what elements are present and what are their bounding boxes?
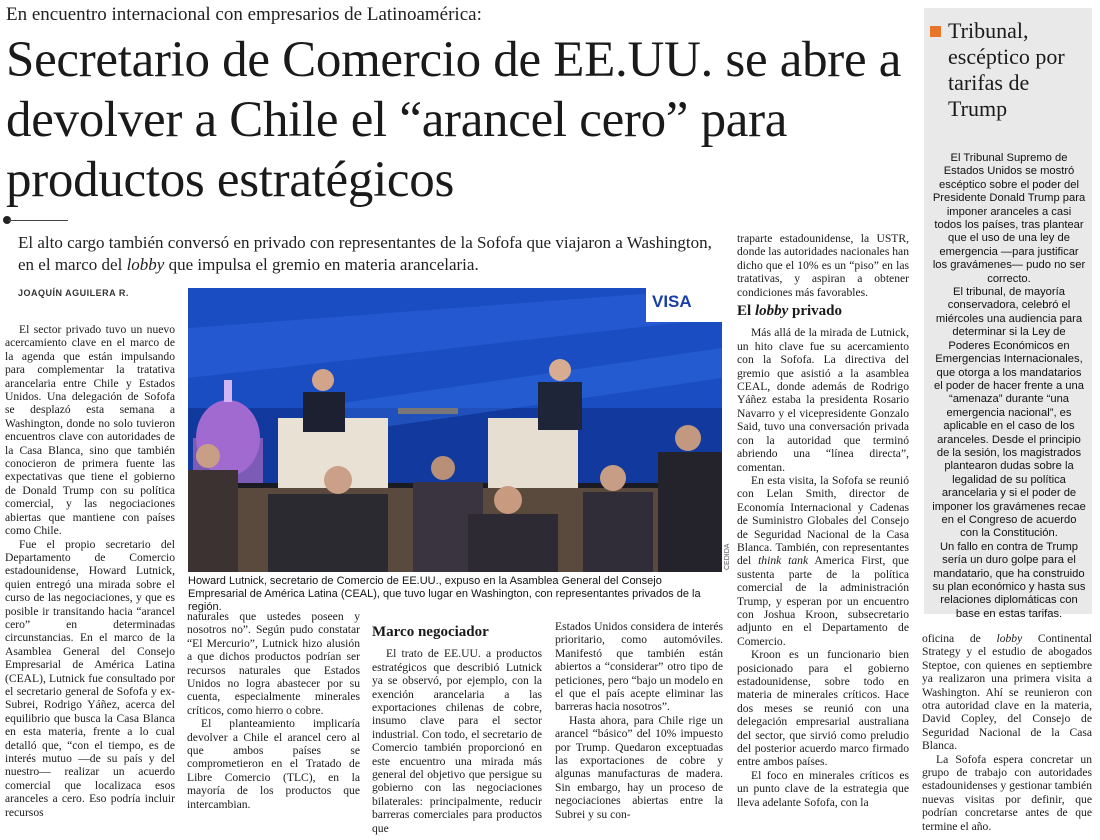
- subhead-italic: lobby: [754, 303, 789, 320]
- sidebar-accent-square: [930, 26, 941, 37]
- paragraph: [737, 474, 909, 648]
- sidebar-title: Tribunal, escéptico por tarifas de Trump: [948, 18, 1065, 121]
- paragraph: La Sofofa espera concretar un grupo de trabajo con autoridades estadounidenses y gestionar también nuevas visitas por definir, que podrían concretarse antes de que termine el año.: [922, 752, 1092, 833]
- paragraph: traparte estadounidense, la USTR, donde las autoridades nacionales han dicho que el 10% es un “piso” en las tratativas, y aspiran a obtener condiciones más favorables.: [737, 232, 909, 299]
- subhead-text-2: privado: [788, 303, 843, 320]
- deck-italic: lobby: [126, 255, 165, 274]
- paragraph: Estados Unidos considera de interés prioritario, como automóviles. Manifestó que también están abiertos a “considerar” otro tipo de peticiones, pero “bajo un modelo en el que el país acepte eliminar las barreras hacia nosotros”.: [555, 620, 723, 714]
- paragraph: Kroon es un funcionario bien posicionado para el gobierno estadounidense, sobre todo en materia de minerales críticos. Hace dos meses se reunió con una delegación empresarial australiana del sector, que sirvió como preludio del posterior acuerdo marco firmado entre ambos países.: [737, 648, 909, 769]
- paragraph-italic: think tank: [758, 554, 809, 568]
- sidebar-paragraph: Un fallo en contra de Trump sería un duro golpe para el mandatario, que ha construido su plan económico y hasta sus relaciones diplomáticas con base en estas tarifas.: [932, 540, 1086, 620]
- paragraph-text-2: America First, que sustenta parte de la política comercial de la administración Trump, y esperan por un encuentro con Joshua Kroon, subsecretario adjunto en el Departamento de Comercio.: [737, 554, 910, 648]
- visa-sign: VISA: [652, 292, 692, 311]
- paragraph: Más allá de la mirada de Lutnick, un hito clave fue su acercamiento con la Sofofa. La directiva del gremio que asistió a la asamblea CEAL, donde además de Rodrigo Yáñez estaba la presidenta Rosario Navarro y el vicepresidente Gonzalo Said, tuvo una conversación privada con la autoridad que terminó abriendo una “línea directa”, comentan.: [737, 326, 909, 474]
- paragraph-text-1: oficina de: [922, 632, 997, 645]
- article-column-6: [922, 632, 1092, 833]
- paragraph: [922, 632, 1092, 753]
- article-column-1: [5, 323, 175, 819]
- paragraph-text-2: Continental Strategy y el estudio de abogados Steptoe, con quienes en septiembre ya realizaron una primera visita a Washington. Ahí se reunieron con otra autoridad clave en la materia, David Copley, del Consejo de Seguridad Nacional de la Casa Blanca.: [922, 632, 1092, 753]
- paragraph-italic: lobby: [996, 632, 1023, 645]
- subhead-marco-negociador: Marco negociador: [372, 624, 489, 640]
- paragraph: El planteamiento implicaría devolver a Chile el arancel cero al que ambos países se comprometieron en el Tratado de Libre Comercio (TLC), en la mayoría de los productos que intercambian.: [187, 717, 360, 811]
- paragraph: naturales que ustedes poseen y nosotros no”. Según pudo constatar “El Mercurio”, Lutnick hizo alusión a que dichos productos podrían ser recursos naturales que Estados Unidos no logra abastecer por su cuenta, especialmente minerales críticos, como hierro o cobre.: [187, 610, 360, 717]
- byline: JOAQUÍN AGUILERA R.: [18, 288, 129, 298]
- sidebar-paragraph: El Tribunal Supremo de Estados Unidos se mostró escéptico sobre el poder del Presidente Donald Trump para imponer aranceles a casi todos los países, tras plantear que el uso de una ley de emergencia —para justificar los gravámenes— pudo no ser correcto.: [932, 152, 1086, 285]
- deck: [18, 232, 718, 276]
- event-photo: [188, 288, 722, 572]
- paragraph: El trato de EE.UU. a productos estratégicos que describió Lutnick ya se observó, por ejemplo, con la exención arancelaria a las exportaciones chilenas de cobre, insumo clave para el sector industrial. Con todo, el secretario de Comercio también proporcionó en este encuentro una mirada más general del objetivo que persigue su gobierno con las negociaciones bilaterales: principalmente, reducir barreras comerciales para productos que: [372, 647, 542, 835]
- sidebar-body: [932, 152, 1086, 621]
- paragraph: Hasta ahora, para Chile rige un arancel “básico” del 10% impuesto por Trump. Quedaron exceptuadas las exportaciones de cobre y algunas manufacturas de madera. Sin embargo, hay un proceso de negociaciones abiertas entre la Subrei y su con-: [555, 713, 723, 821]
- headline: Secretario de Comercio de EE.UU. se abre a devolver a Chile el “arancel cero” para productos estratégicos: [6, 32, 902, 208]
- paragraph: Fue el propio secretario del Departamento de Comercio estadounidense, Howard Lutnick, quien entregó una mirada sobre el curso de las negociaciones, y que es posible ir transitando hacia “arancel cero” en determinadas circunstancias. En el marco de la Asamblea General del Consejo Empresarial de América Latina (CEAL), Lutnick fue consultado por el secretario general de Sofofa y ex-Subrei, Rodrigo Yáñez, acerca del equilibrio que busca la Casa Blanca en esta materia, frente a lo cual detalló que, “con el tiempo, es de interés mutuo —de su país y del nuestro— realizar un acuerdo comercial que localizaca esos aranceles a cero. Eso podría incluir recursos: [5, 537, 175, 819]
- photo-credit: CEDIDA: [724, 543, 731, 570]
- deck-text-1: El alto cargo también conversó en privado con representantes de la Sofofa que viajaron a Washington, en el marco del: [18, 233, 712, 274]
- paragraph: El foco en minerales críticos es un punto clave de la estrategia que lleva adelante Sofofa, con la: [737, 768, 909, 809]
- article-column-2: [187, 610, 360, 811]
- sidebar-paragraph: El tribunal, de mayoría conservadora, celebró el miércoles una audiencia para determinar si la Ley de Poderes Económicos en Emergencias Internacionales, que otorga a los mandatarios el poder de hacer frente a una “amenaza” durante “una emergencia nacional”, es aplicable en el caso de los aranceles. Desde el principio de la sesión, los magistrados plantearon dudas sobre la legalidad de su política arancelaria y si el poder de imponer los gravámenes recae en el Congreso de acuerdo con la Constitución.: [932, 286, 1086, 540]
- photo-caption: Howard Lutnick, secretario de Comercio de EE.UU., expuso en la Asamblea General del Consejo Empresarial de América Latina (CEAL), que tuvo lugar en Washington, con representantes privados de la región.: [188, 575, 701, 613]
- paragraph-text-1: En esta visita, la Sofofa se reunió con Lelan Smith, director de Economía Internacional y Cadenas de Suministro Globales del Consejo de Seguridad Nacional de la Casa Blanca. También, con representantes del: [737, 473, 909, 568]
- paragraph: El sector privado tuvo un nuevo acercamiento clave en el marco de la agenda que están impulsando para complementar la tratativa arancelaria entre Chile y Estados Unidos. Una delegación de Sofofa se desplazó esta semana a Washington, donde no solo tuvieron encuentros clave con autoridades de la Casa Blanca, sino que también conocieron de primera fuente las expectativas que tiene el gobierno de Donald Trump con su política comercial, y las negociaciones abiertas que mantiene con países como Chile.: [5, 323, 175, 538]
- article-column-5: [737, 232, 909, 809]
- headline-rule: [8, 220, 68, 221]
- article-column-4: [555, 620, 723, 821]
- kicker: En encuentro internacional con empresarios de Latinoamérica:: [6, 4, 482, 25]
- event-photo-illustration: [188, 288, 722, 572]
- deck-text-2: que impulsa el gremio en materia arancelaria.: [164, 255, 479, 274]
- article-column-3: [372, 620, 542, 835]
- subhead-text-1: El: [737, 303, 755, 320]
- subhead-lobby-privado: [737, 305, 909, 318]
